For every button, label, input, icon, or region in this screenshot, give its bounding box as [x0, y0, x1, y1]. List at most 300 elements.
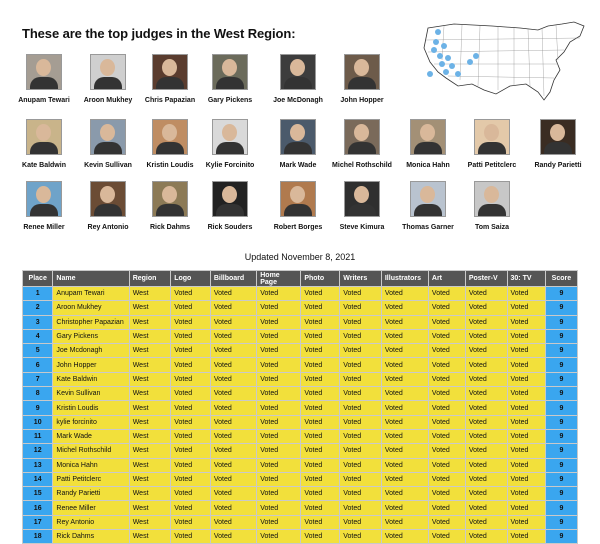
- table-cell: Voted: [428, 415, 465, 429]
- table-cell: Voted: [210, 372, 256, 386]
- table-cell: Voted: [301, 387, 340, 401]
- table-cell: Voted: [428, 329, 465, 343]
- table-cell: Voted: [381, 444, 428, 458]
- table-cell: Voted: [257, 458, 301, 472]
- table-cell: Voted: [171, 530, 211, 544]
- table-cell: West: [129, 515, 171, 529]
- judge-photo: [212, 54, 248, 90]
- table-cell: Voted: [428, 515, 465, 529]
- table-cell: 9: [545, 458, 577, 472]
- table-cell: Voted: [257, 444, 301, 458]
- table-cell: Voted: [340, 515, 382, 529]
- table-cell: 18: [23, 530, 53, 544]
- table-cell: Voted: [301, 372, 340, 386]
- judge-photo: [212, 119, 248, 155]
- table-cell: Voted: [465, 372, 507, 386]
- table-cell: Voted: [340, 415, 382, 429]
- table-cell: Voted: [340, 472, 382, 486]
- table-cell: West: [129, 344, 171, 358]
- table-cell: Gary Pickens: [53, 329, 129, 343]
- judge-card[interactable]: [195, 54, 265, 104]
- table-cell: Voted: [210, 344, 256, 358]
- table-cell: Kate Baldwin: [53, 372, 129, 386]
- table-cell: Voted: [257, 287, 301, 301]
- table-cell: Voted: [428, 501, 465, 515]
- table-cell: Voted: [210, 530, 256, 544]
- table-cell: Voted: [381, 501, 428, 515]
- table-cell: West: [129, 501, 171, 515]
- table-cell: Voted: [428, 301, 465, 315]
- table-cell: Voted: [507, 372, 545, 386]
- judge-name: Robert Borges: [273, 224, 323, 231]
- table-cell: Voted: [171, 429, 211, 443]
- table-cell: Voted: [210, 358, 256, 372]
- judge-name: Joe McDonagh: [273, 97, 323, 104]
- table-row: [23, 329, 578, 343]
- table-cell: Voted: [301, 444, 340, 458]
- table-cell: Voted: [171, 372, 211, 386]
- table-cell: Voted: [428, 472, 465, 486]
- table-cell: Voted: [507, 287, 545, 301]
- judge-photo: [344, 181, 380, 217]
- table-cell: Voted: [301, 501, 340, 515]
- table-cell: Voted: [340, 444, 382, 458]
- table-cell: Voted: [301, 329, 340, 343]
- judge-photo: [410, 119, 446, 155]
- table-header-row: [23, 271, 578, 287]
- table-cell: Voted: [301, 401, 340, 415]
- judge-name: Rey Antonio: [87, 224, 129, 231]
- table-cell: Voted: [257, 358, 301, 372]
- table-cell: Voted: [171, 315, 211, 329]
- table-cell: Voted: [257, 415, 301, 429]
- table-cell: Voted: [381, 358, 428, 372]
- table-cell: Voted: [381, 458, 428, 472]
- table-cell: Joe Mcdonagh: [53, 344, 129, 358]
- judge-photo: [26, 54, 62, 90]
- table-cell: Voted: [507, 487, 545, 501]
- table-cell: 9: [545, 387, 577, 401]
- judge-name: Monica Hahn: [406, 162, 450, 169]
- table-cell: Voted: [171, 472, 211, 486]
- table-cell: Voted: [210, 501, 256, 515]
- judge-photo: [212, 181, 248, 217]
- judge-name: Chris Papazian: [144, 97, 196, 104]
- judge-name: Kate Baldwin: [22, 162, 66, 169]
- table-cell: Voted: [465, 530, 507, 544]
- table-cell: Voted: [340, 458, 382, 472]
- table-cell: Voted: [465, 429, 507, 443]
- table-cell: West: [129, 372, 171, 386]
- table-cell: Voted: [507, 358, 545, 372]
- table-cell: 15: [23, 487, 53, 501]
- table-cell: West: [129, 358, 171, 372]
- table-cell: 9: [545, 530, 577, 544]
- table-cell: Voted: [465, 301, 507, 315]
- judge-photo: [90, 119, 126, 155]
- table-cell: West: [129, 530, 171, 544]
- table-cell: Voted: [257, 301, 301, 315]
- table-cell: Voted: [381, 329, 428, 343]
- table-cell: Voted: [171, 415, 211, 429]
- table-cell: Voted: [210, 287, 256, 301]
- table-cell: Mark Wade: [53, 429, 129, 443]
- judge-card[interactable]: [73, 119, 143, 169]
- table-cell: Voted: [301, 301, 340, 315]
- table-cell: Voted: [428, 344, 465, 358]
- table-cell: Voted: [381, 401, 428, 415]
- table-cell: Monica Hahn: [53, 458, 129, 472]
- table-cell: Voted: [340, 287, 382, 301]
- table-row: [23, 315, 578, 329]
- table-cell: West: [129, 487, 171, 501]
- table-cell: Voted: [465, 458, 507, 472]
- table-cell: Voted: [381, 530, 428, 544]
- column-header[interactable]: Poster-V: [465, 271, 507, 287]
- table-cell: 12: [23, 444, 53, 458]
- table-cell: 9: [545, 472, 577, 486]
- table-cell: Voted: [210, 444, 256, 458]
- table-cell: 9: [23, 401, 53, 415]
- column-header[interactable]: Name: [53, 271, 129, 287]
- judge-name: Anupam Tewari: [18, 97, 70, 104]
- table-cell: 16: [23, 501, 53, 515]
- table-cell: Voted: [210, 515, 256, 529]
- judge-card[interactable]: [9, 119, 79, 169]
- table-cell: Voted: [507, 344, 545, 358]
- table-row: [23, 358, 578, 372]
- table-cell: Voted: [340, 301, 382, 315]
- table-row: [23, 458, 578, 472]
- table-cell: Voted: [210, 387, 256, 401]
- table-cell: West: [129, 444, 171, 458]
- column-header[interactable]: Region: [129, 271, 171, 287]
- judge-name: Rick Souders: [207, 224, 253, 231]
- table-cell: Voted: [171, 501, 211, 515]
- judge-name: Tom Saiza: [474, 224, 510, 231]
- table-cell: 13: [23, 458, 53, 472]
- table-cell: Voted: [340, 344, 382, 358]
- table-cell: Voted: [257, 315, 301, 329]
- table-row: [23, 530, 578, 544]
- table-cell: 9: [545, 429, 577, 443]
- table-cell: Voted: [507, 301, 545, 315]
- table-cell: Voted: [381, 301, 428, 315]
- table-cell: 9: [545, 372, 577, 386]
- table-row: [23, 387, 578, 401]
- column-header[interactable]: Home Page: [257, 271, 301, 287]
- table-cell: Voted: [381, 429, 428, 443]
- table-cell: 9: [545, 344, 577, 358]
- table-cell: Voted: [171, 358, 211, 372]
- table-cell: Christopher Papazian: [53, 315, 129, 329]
- column-header[interactable]: Writers: [340, 271, 382, 287]
- table-cell: Voted: [465, 415, 507, 429]
- table-cell: Voted: [465, 472, 507, 486]
- table-cell: Voted: [210, 329, 256, 343]
- table-cell: Voted: [171, 387, 211, 401]
- table-cell: Voted: [381, 472, 428, 486]
- table-cell: Voted: [257, 401, 301, 415]
- judge-card[interactable]: [9, 181, 79, 231]
- table-cell: Voted: [171, 444, 211, 458]
- table-cell: Voted: [257, 387, 301, 401]
- table-cell: Voted: [301, 487, 340, 501]
- judge-card[interactable]: [73, 54, 143, 104]
- column-header[interactable]: Place: [23, 271, 53, 287]
- judge-card[interactable]: [523, 119, 593, 169]
- table-cell: Voted: [210, 315, 256, 329]
- table-cell: Voted: [340, 530, 382, 544]
- table-cell: Voted: [381, 372, 428, 386]
- page-heading: These are the top judges in the West Region:: [22, 26, 296, 41]
- judge-card[interactable]: [327, 54, 397, 104]
- table-cell: Voted: [301, 287, 340, 301]
- judge-name: Mark Wade: [279, 162, 317, 169]
- table-cell: Voted: [465, 329, 507, 343]
- table-cell: West: [129, 301, 171, 315]
- table-cell: Voted: [210, 472, 256, 486]
- table-cell: Voted: [340, 372, 382, 386]
- table-cell: Voted: [171, 301, 211, 315]
- table-cell: Voted: [507, 458, 545, 472]
- judge-card[interactable]: [393, 181, 463, 231]
- table-cell: Voted: [257, 472, 301, 486]
- table-cell: Voted: [171, 487, 211, 501]
- judge-name: Aroon Mukhey: [83, 97, 133, 104]
- table-cell: Kevin Sullivan: [53, 387, 129, 401]
- table-cell: Voted: [301, 358, 340, 372]
- table-cell: Voted: [210, 415, 256, 429]
- table-cell: Voted: [428, 287, 465, 301]
- judge-name: Rick Dahms: [149, 224, 191, 231]
- judge-photo: [90, 181, 126, 217]
- judge-name: Kevin Sullivan: [84, 162, 132, 169]
- table-cell: 9: [545, 501, 577, 515]
- judge-card[interactable]: [393, 119, 463, 169]
- table-cell: Voted: [340, 315, 382, 329]
- table-cell: 9: [545, 301, 577, 315]
- table-cell: Voted: [210, 429, 256, 443]
- column-header[interactable]: Art: [428, 271, 465, 287]
- judge-photo: [474, 181, 510, 217]
- table-cell: Voted: [171, 344, 211, 358]
- table-cell: Voted: [381, 287, 428, 301]
- table-cell: West: [129, 401, 171, 415]
- table-cell: Voted: [428, 444, 465, 458]
- judge-name: John Hopper: [340, 97, 384, 104]
- table-cell: 1: [23, 287, 53, 301]
- table-cell: Voted: [428, 458, 465, 472]
- table-cell: Voted: [465, 287, 507, 301]
- table-cell: Voted: [507, 515, 545, 529]
- table-cell: Voted: [507, 444, 545, 458]
- table-cell: Voted: [428, 358, 465, 372]
- table-cell: Voted: [210, 458, 256, 472]
- table-cell: Voted: [301, 344, 340, 358]
- column-header[interactable]: Score: [545, 271, 577, 287]
- table-cell: 9: [545, 444, 577, 458]
- judge-card[interactable]: [457, 119, 527, 169]
- table-row: [23, 344, 578, 358]
- column-header[interactable]: Illustrators: [381, 271, 428, 287]
- table-cell: Voted: [507, 472, 545, 486]
- judge-name: Randy Parietti: [534, 162, 582, 169]
- table-cell: Voted: [301, 458, 340, 472]
- judge-name: Steve Kimura: [339, 224, 385, 231]
- table-cell: 4: [23, 329, 53, 343]
- table-cell: 2: [23, 301, 53, 315]
- table-row: [23, 415, 578, 429]
- table-cell: Voted: [428, 401, 465, 415]
- judge-name: Michel Rothschild: [332, 162, 392, 169]
- table-cell: West: [129, 415, 171, 429]
- judge-photo: [26, 119, 62, 155]
- judge-name: Patti Petitclerc: [467, 162, 517, 169]
- judge-card[interactable]: [327, 119, 397, 169]
- table-cell: West: [129, 315, 171, 329]
- table-cell: Voted: [428, 387, 465, 401]
- table-cell: 8: [23, 387, 53, 401]
- table-cell: Voted: [340, 401, 382, 415]
- table-cell: Voted: [465, 444, 507, 458]
- table-cell: Voted: [301, 472, 340, 486]
- judge-name: Kylie Forcinito: [205, 162, 255, 169]
- updated-date: Updated November 8, 2021: [244, 252, 356, 262]
- table-cell: 10: [23, 415, 53, 429]
- judge-card[interactable]: [263, 181, 333, 231]
- table-cell: Voted: [507, 401, 545, 415]
- table-cell: Voted: [257, 329, 301, 343]
- table-cell: Voted: [340, 487, 382, 501]
- judges-table: [22, 270, 578, 544]
- table-cell: Voted: [301, 415, 340, 429]
- judge-name: Renee Miller: [23, 224, 65, 231]
- table-cell: Voted: [340, 387, 382, 401]
- table-cell: Kristin Loudis: [53, 401, 129, 415]
- table-cell: 9: [545, 401, 577, 415]
- table-cell: Voted: [257, 372, 301, 386]
- table-cell: Voted: [465, 501, 507, 515]
- table-cell: Voted: [465, 515, 507, 529]
- table-cell: Voted: [301, 515, 340, 529]
- table-cell: 9: [545, 315, 577, 329]
- table-cell: Rick Dahms: [53, 530, 129, 544]
- table-cell: Voted: [465, 387, 507, 401]
- judge-photo: [152, 181, 188, 217]
- judge-card[interactable]: [9, 54, 79, 104]
- table-cell: Voted: [257, 487, 301, 501]
- column-header[interactable]: Billboard: [210, 271, 256, 287]
- table-cell: Voted: [171, 515, 211, 529]
- table-row: [23, 372, 578, 386]
- table-cell: 9: [545, 487, 577, 501]
- table-row: [23, 515, 578, 529]
- table-cell: Voted: [381, 387, 428, 401]
- table-cell: West: [129, 472, 171, 486]
- judges-grid: [0, 0, 600, 240]
- table-cell: 5: [23, 344, 53, 358]
- judge-card[interactable]: [457, 181, 527, 231]
- table-cell: Voted: [507, 415, 545, 429]
- table-body: [23, 287, 578, 544]
- judge-name: Gary Pickens: [207, 97, 253, 104]
- table-cell: Voted: [428, 372, 465, 386]
- table-cell: John Hopper: [53, 358, 129, 372]
- table-row: [23, 501, 578, 515]
- table-cell: Voted: [301, 315, 340, 329]
- table-cell: Aroon Mukhey: [53, 301, 129, 315]
- judge-name: Kristin Loudis: [146, 162, 194, 169]
- table-cell: Voted: [428, 487, 465, 501]
- judge-card[interactable]: [263, 119, 333, 169]
- table-cell: Voted: [301, 429, 340, 443]
- table-cell: Voted: [210, 401, 256, 415]
- table-cell: West: [129, 458, 171, 472]
- table-cell: Voted: [428, 530, 465, 544]
- column-header[interactable]: 30: TV: [507, 271, 545, 287]
- judge-photo: [26, 181, 62, 217]
- table-cell: Voted: [465, 344, 507, 358]
- column-header[interactable]: Logo: [171, 271, 211, 287]
- table-cell: Voted: [210, 487, 256, 501]
- table-cell: Voted: [507, 387, 545, 401]
- table-row: [23, 487, 578, 501]
- table-cell: 11: [23, 429, 53, 443]
- judge-photo: [280, 54, 316, 90]
- table-cell: 6: [23, 358, 53, 372]
- table-cell: Voted: [381, 315, 428, 329]
- table-cell: Voted: [340, 358, 382, 372]
- table-row: [23, 401, 578, 415]
- table-cell: 17: [23, 515, 53, 529]
- table-cell: Voted: [257, 344, 301, 358]
- table-cell: Voted: [340, 329, 382, 343]
- table-cell: Voted: [257, 429, 301, 443]
- judge-card[interactable]: [327, 181, 397, 231]
- table-cell: Voted: [301, 530, 340, 544]
- judge-card[interactable]: [263, 54, 333, 104]
- table-cell: Voted: [465, 358, 507, 372]
- judge-card[interactable]: [195, 181, 265, 231]
- table-cell: Rey Antonio: [53, 515, 129, 529]
- table-cell: Voted: [257, 515, 301, 529]
- table-cell: Voted: [381, 344, 428, 358]
- table-cell: Randy Parietti: [53, 487, 129, 501]
- table-cell: 9: [545, 415, 577, 429]
- table-row: [23, 472, 578, 486]
- table-cell: 9: [545, 358, 577, 372]
- judge-photo: [152, 54, 188, 90]
- column-header[interactable]: Photo: [301, 271, 340, 287]
- table-cell: Renee Miller: [53, 501, 129, 515]
- judge-photo: [152, 119, 188, 155]
- judge-card[interactable]: [195, 119, 265, 169]
- table-cell: 3: [23, 315, 53, 329]
- table-cell: Voted: [428, 315, 465, 329]
- table-cell: Voted: [171, 458, 211, 472]
- table-cell: Voted: [257, 501, 301, 515]
- judge-photo: [540, 119, 576, 155]
- table-cell: Michel Rothschild: [53, 444, 129, 458]
- table-cell: Voted: [428, 429, 465, 443]
- table-cell: Voted: [340, 501, 382, 515]
- table-cell: Voted: [381, 415, 428, 429]
- judge-photo: [410, 181, 446, 217]
- judge-card[interactable]: [73, 181, 143, 231]
- judge-photo: [280, 181, 316, 217]
- table-cell: Voted: [381, 487, 428, 501]
